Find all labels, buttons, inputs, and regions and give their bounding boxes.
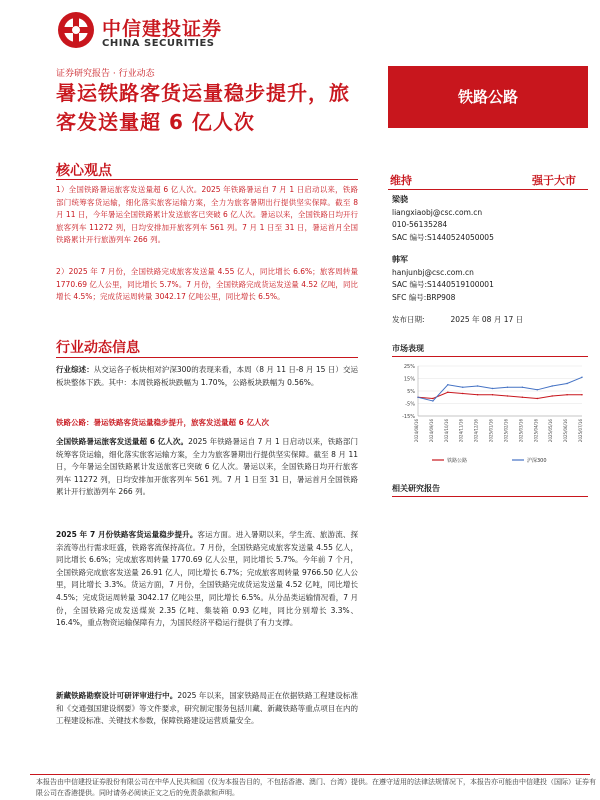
x-tick-label: 2024/11/16	[458, 419, 464, 443]
series-point-0	[432, 398, 433, 399]
report-headline: 暑运铁路客货运量稳步提升，旅客发送量超 6 亿人次	[56, 81, 350, 134]
x-tick-label: 2025/03/16	[518, 419, 524, 443]
x-tick-label: 2024/10/16	[443, 419, 449, 443]
series-point-1	[492, 388, 493, 389]
core-heading: 核心观点	[56, 163, 112, 179]
rating-value: 强于大市	[532, 174, 576, 187]
publish-date-value: 2025 年 08 月 17 日	[450, 315, 524, 324]
disclaimer: 本报告由中信建投证券股份有限公司在中华人民共和国（仅为本报告目的，不包括香港、澳门、台湾）提供。在遵守适用的法律法规情况下，本报告亦可能由中信建投（国际）证券有限公司在香港提供。同时请务必阅读正文之后的免责条款和声明。	[36, 778, 596, 797]
brand-logo-icon	[56, 10, 96, 50]
y-tick-label: 15%	[403, 376, 415, 383]
y-tick-label: 25%	[403, 364, 415, 370]
series-point-0	[447, 392, 448, 393]
analyst-email[interactable]: liangxiaobj@csc.com.cn	[392, 207, 483, 217]
dynamics-divider	[56, 357, 358, 358]
series-point-0	[537, 398, 538, 399]
summary-lead: 行业综述：	[56, 365, 94, 374]
para-1-text: 2025 年铁路暑运自 7 月 1 日启动以来，铁路部门统筹客货运输，细化落实旅客运输方案，全力为旅客暑期出行提供坚实保障。截至 8 月 11 日，今年暑运全国铁路累计发送旅客已突破 6 亿人次。暑运以来，全国铁路日均开行旅客列车 11272 列，日均安排加开旅客列车 561 列。7 月 1 日至 31 日，暑运首月全国铁路累计开行旅游列车 266 列。	[56, 437, 358, 497]
series-point-1	[566, 383, 567, 384]
related-reports-heading: 相关研究报告	[392, 483, 588, 497]
x-tick-label: 2024/12/16	[473, 419, 479, 443]
analyst-license: SAC 编号:S1440524050005	[392, 232, 494, 242]
analyst-card	[392, 254, 588, 304]
para-2-lead: 2025 年 7 月份铁路客货运量稳步提升。	[56, 530, 198, 539]
analyst-email[interactable]: hanjunbj@csc.com.cn	[392, 267, 474, 277]
analyst-license: SAC 编号:S1440519100001	[392, 280, 494, 289]
legend-label: 沪深300	[527, 458, 547, 464]
x-tick-label: 2025/04/16	[533, 419, 539, 443]
series-point-1	[507, 387, 508, 388]
x-tick-label: 2025/06/16	[563, 419, 569, 443]
x-tick-label: 2025/07/16	[578, 419, 583, 443]
sector-banner	[388, 66, 588, 128]
analyst-card	[392, 194, 588, 244]
x-tick-label: 2024/08/16	[414, 419, 419, 443]
core-point-2: 2）2025 年 7 月份，全国铁路完成旅客发送量 4.55 亿人，同比增长 6.6%；旅客周转量 1770.69 亿人公里，同比增长 5.7%。7 月份，全国铁路完成货运发送量 4.52 亿吨，同比增长 4.5%；完成货运周转量 3042.17 亿吨公里，同比增长 6.5%。	[56, 267, 358, 302]
series-point-1	[522, 387, 523, 388]
rating-action: 维持	[390, 174, 412, 187]
dynamics-heading: 行业动态信息	[56, 340, 140, 356]
dynamics-para-1	[56, 436, 358, 499]
x-tick-label: 2025/02/16	[503, 419, 509, 443]
series-point-1	[432, 400, 433, 401]
brand-name-cn: 中信建投证券	[102, 18, 223, 40]
x-tick-label: 2024/09/16	[428, 419, 434, 443]
industry-summary	[56, 364, 358, 389]
market-heading: 市场表现	[392, 343, 588, 357]
series-line-0	[418, 392, 582, 398]
series-point-0	[566, 394, 567, 395]
series-point-1	[447, 384, 448, 385]
analyst-name: 梁骁	[392, 195, 408, 204]
legend-label: 铁路公路	[447, 458, 468, 464]
analyst-license-sfc: SFC 编号:BRP908	[392, 292, 456, 302]
para-2-text: 客运方面。进入暑期以来，学生流、旅游流、探亲流等出行需求旺盛，铁路客流保持高位。7 月份，全国铁路完成旅客发送量 4.55 亿人，同比增长 6.6%；完成旅客周转量 1770.69 亿人公里，同比增长 5.7%。今年前 7 个月，全国铁路完成旅客发送量 26.91 亿人，同比增长 6.7%；完成旅客周转量 9766.50 亿人公里，同比增长 3.3%。货运方面，7 月份，全国铁路完成货运发送量 4.52 亿吨，同比增长 4.5%；完成货运周转量 3042.17 亿吨公里，同比增长 6.5%。从分品类运输情况看，7 月份，全国铁路完成发送煤炭 2.35 亿吨、集装箱 0.93 亿吨，同比分别增长 3.3%、16.4%，重点物资运输保障有力，为国民经济平稳运行提供了有力支撑。	[56, 530, 358, 628]
series-point-0	[492, 394, 493, 395]
y-tick-label: -15%	[402, 414, 415, 420]
market-performance-chart	[392, 358, 588, 468]
series-point-0	[507, 395, 508, 396]
x-tick-label: 2025/01/16	[488, 419, 494, 443]
rail-subheading-text: 铁路公路：暑运铁路客货运量稳步提升，旅客发送量超 6 亿人次	[56, 418, 269, 427]
analyst-name: 韩军	[392, 255, 408, 264]
series-point-0	[581, 394, 582, 395]
analyst-phone: 010-56135284	[392, 220, 448, 229]
series-point-1	[417, 397, 418, 398]
footer-divider	[30, 774, 590, 775]
series-point-0	[477, 394, 478, 395]
series-point-0	[551, 395, 552, 396]
series-line-1	[418, 377, 582, 401]
rail-subheading	[56, 417, 358, 430]
report-type: 证券研究报告 · 行业动态	[56, 69, 155, 79]
y-tick-label: -5%	[405, 401, 415, 408]
series-point-1	[477, 385, 478, 386]
para-3-lead: 新藏铁路勘察设计可研评审进行中。	[56, 691, 178, 700]
series-point-1	[551, 385, 552, 386]
series-point-0	[462, 393, 463, 394]
y-tick-label: 5%	[407, 389, 415, 395]
para-3-text: 2025 年以来，国家铁路局正在依据铁路工程建设标准和《交通强国建设纲要》等文件要求，研究制定服务包括川藏、新藏铁路等重点项目在内的工程建设标准、关键技术参数，保障铁路建设运营质量安全。	[56, 691, 358, 726]
publish-date	[392, 314, 588, 325]
dynamics-para-3	[56, 690, 358, 728]
rating-bar	[388, 168, 588, 190]
para-1-lead: 全国铁路暑运旅客发送量超 6 亿人次。	[56, 437, 189, 446]
core-divider	[56, 179, 358, 180]
publish-date-label: 发布日期:	[392, 315, 425, 324]
x-tick-label: 2025/05/16	[548, 419, 554, 443]
brand-name-en: CHINA SECURITIES	[102, 38, 215, 49]
series-point-1	[581, 377, 582, 378]
brand-logo	[56, 10, 256, 52]
series-point-1	[462, 387, 463, 388]
summary-text: 从交运各子板块相对沪深300的表现来看，本周（8 月 11 日-8 月 15 日）交运板块整体下跌。其中：本周铁路板块跌幅为 1.70%，公路板块跌幅为 0.56%。	[56, 365, 358, 387]
dynamics-para-2	[56, 529, 358, 630]
series-point-1	[537, 389, 538, 390]
sector-label: 铁路公路	[457, 88, 518, 106]
core-point-1: 1）全国铁路暑运旅客发送量超 6 亿人次。2025 年铁路暑运自 7 月 1 日启动以来，铁路部门统筹客货运输，细化落实旅客运输方案，全力为旅客暑期出行提供坚实保障。截至 8 月 11 日，今年暑运全国铁路累计发送旅客已突破 6 亿人次。暑运以来，全国铁路日均开行旅客列车 11272 列，日均安排加开旅客列车 561 列。7 月 1 日至 31 日，暑运首月全国铁路累计开行旅游列车 266 列。	[56, 185, 358, 245]
series-point-0	[522, 397, 523, 398]
